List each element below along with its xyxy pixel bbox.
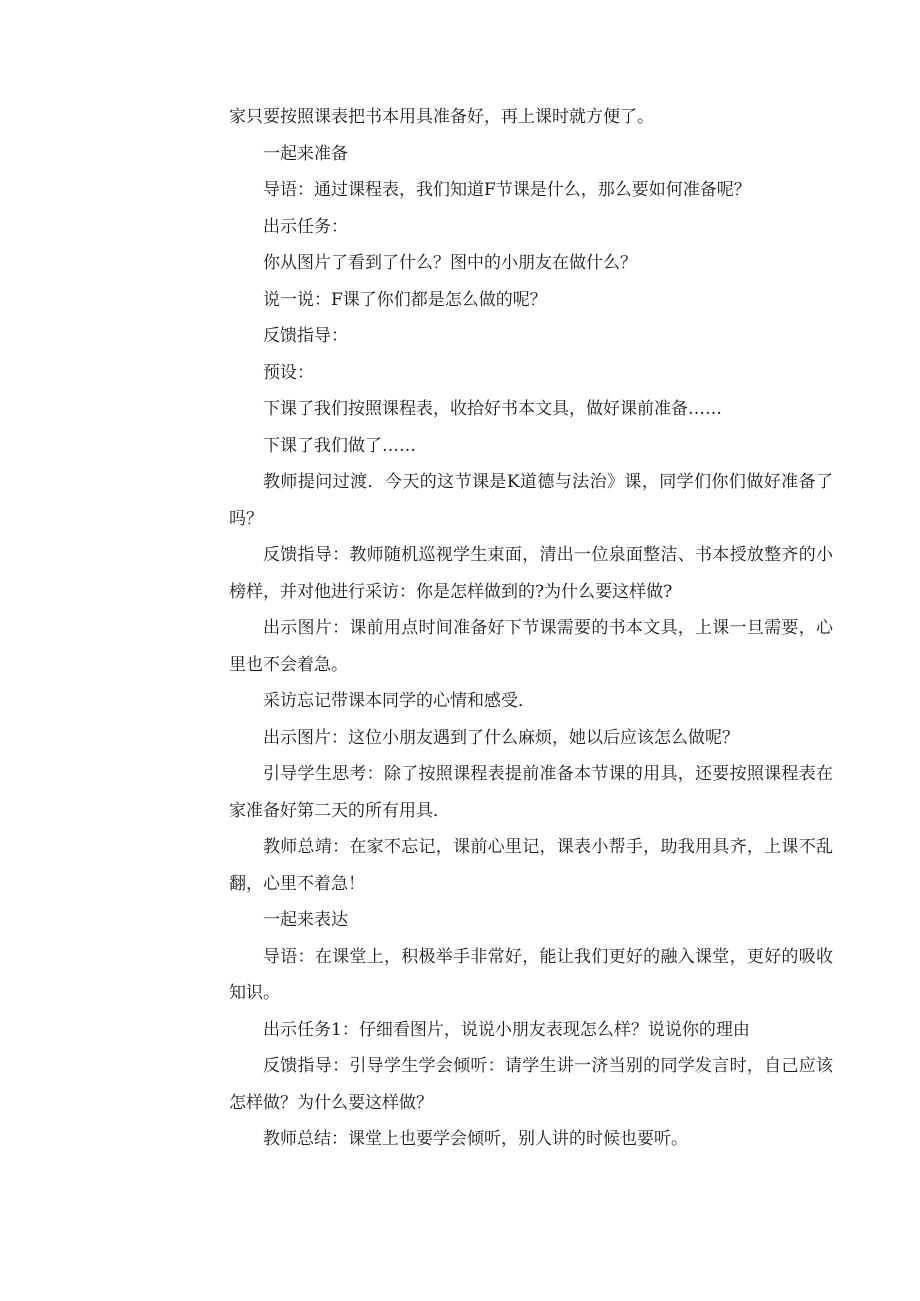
paragraph-intro-express: 导语：在课堂上，积极举手非常好，能让我们更好的融入课堂，更好的吸收知识。 (229, 946, 833, 1003)
paragraph-answer-2: 下课了我们做了…… (263, 435, 416, 456)
paragraph-teacher-summary-2: 教师总结：课堂上也要学会倾听，别人讲的时候也要听。 (263, 1129, 688, 1149)
paragraph-transition: 教师提问过渡．今天的这节课是K道德与法治》课，同学们你们做好准备了吗？ (229, 472, 833, 529)
paragraph-feedback-listen: 反馈指导：引导学生学会倾听：请学生讲一济当别的同学发言时，自己应该怎样做？为什么要这样做？ (229, 1056, 833, 1113)
paragraph-answer-1: 下课了我们按照课程表，收拾好书本文具，做好课前准备…… (263, 399, 722, 419)
paragraph-teacher-summary-1: 教师总靖：在家不忘记，课前心里记，课表小帮手，助我用具齐，上课不乱翻，心里不着急！ (229, 837, 833, 894)
paragraph-task-1: 出示任务1：仔细看图片，说说小朋友表现怎么样？说说你的理由 (263, 1019, 750, 1040)
paragraph-preset: 预设： (263, 362, 314, 383)
paragraph-discuss: 说一说：F课了你们都是怎么做的呢？ (263, 289, 547, 310)
document-body (229, 99, 833, 1158)
section-heading-prepare: 一起来准备 (263, 143, 348, 164)
paragraph-continuation: 家只要按照课表把书本用具准备好，再上课时就方便了。 (229, 107, 654, 127)
paragraph-intro: 导语：通过课程表，我们知道F节课是什么，那么要如何准备呢？ (263, 180, 751, 200)
paragraph-question: 你从图片了看到了什么？图中的小朋友在做什么？ (263, 253, 637, 273)
paragraph-interview-forget: 采访忘记带课本同学的心情和感受． (263, 691, 535, 711)
paragraph-task: 出示任务： (263, 216, 348, 237)
paragraph-feedback: 反馈指导： (263, 326, 348, 346)
paragraph-feedback-interview: 反馈指导：教师随机巡视学生束面，清出一位泉面整洁、书本授放整齐的小榜样，并对他进行采访：你是怎样做到的?为什么要这样做? (229, 545, 833, 602)
section-heading-express: 一起来表达 (263, 910, 348, 930)
paragraph-show-image-2: 出示图片：这位小朋友遇到了什么麻烦，她以后应该怎么做呢？ (263, 727, 739, 748)
paragraph-guide-thinking: 引导学生思考：除了按照课程表提前准备本节课的用具，还要按照课程表在家准备好第二天的所有用具． (229, 764, 833, 821)
paragraph-show-image-1: 出示图片：课前用点时间准备好下节课需要的书本文具，上课一旦需要，心里也不会着急。 (229, 618, 833, 675)
